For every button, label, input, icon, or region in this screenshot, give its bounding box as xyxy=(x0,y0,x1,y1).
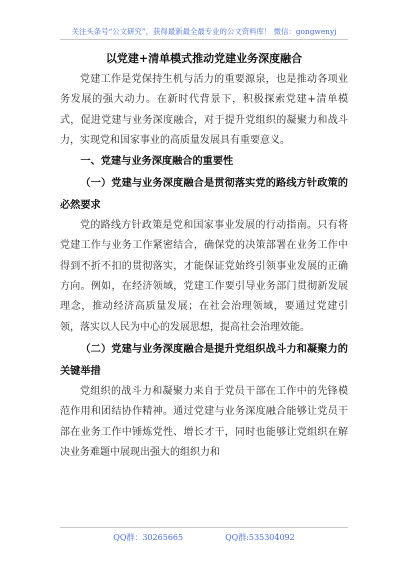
subsection-heading-2: （二）党建与业务深度融合是提升党组织战斗力和凝聚力的关键举措 xyxy=(60,342,348,377)
header-banner: 关注头条号“公文研究”，获得最新最全最专业的公文资料库！ 微信：gongwenyj xyxy=(71,27,337,36)
footer xyxy=(0,532,408,543)
intro-paragraph: 党建工作是党保持生机与活力的重要源泉，也是推动各项业务发展的强大动力。在新时代背景下，积极探索党建+清单模式，促进党建与业务深度融合，对于提升党组织的凝聚力和战斗力，实现党和国家事业的高质量发展具有重要意义。 xyxy=(60,74,348,146)
footer-qq-group-1: QQ群：30265665 xyxy=(113,533,184,542)
document-title: 以党建+清单模式推动党建业务深度融合 xyxy=(105,52,303,65)
subsection-2-paragraph: 党组织的战斗力和凝聚力来自于党员干部在工作中的先锋模范作用和团结协作精神。通过党建与业务深度融合能够让党员干部在业务工作中锤炼党性、增长才干，同时也能够让党组织在解决业务难题中展现出强大的组织力和 xyxy=(60,385,348,458)
section-heading-1: 一、党建与业务深度融合的重要性 xyxy=(80,155,234,168)
document-body xyxy=(60,52,348,463)
subsection-heading-1: （一）党建与业务深度融合是贯彻落实党的路线方针政策的必然要求 xyxy=(60,177,348,212)
footer-qq-group-2: QQ群:535304092 xyxy=(225,533,295,542)
header-divider xyxy=(60,39,348,40)
subsection-1-paragraph: 党的路线方针政策是党和国家事业发展的行动指南。只有将党建工作与业务工作紧密结合，确保党的决策部署在业务工作中得到不折不扣的贯彻落实，才能保证党始终引领事业发展的正确方向。例如，在经济领域，党建工作要引导业务部门贯彻新发展理念，推动经济高质量发展；在社会治理领域，要通过党建引领，落实以人民为中心的发展思想，提高社会治理效能。 xyxy=(60,220,348,333)
footer-divider xyxy=(60,527,348,528)
